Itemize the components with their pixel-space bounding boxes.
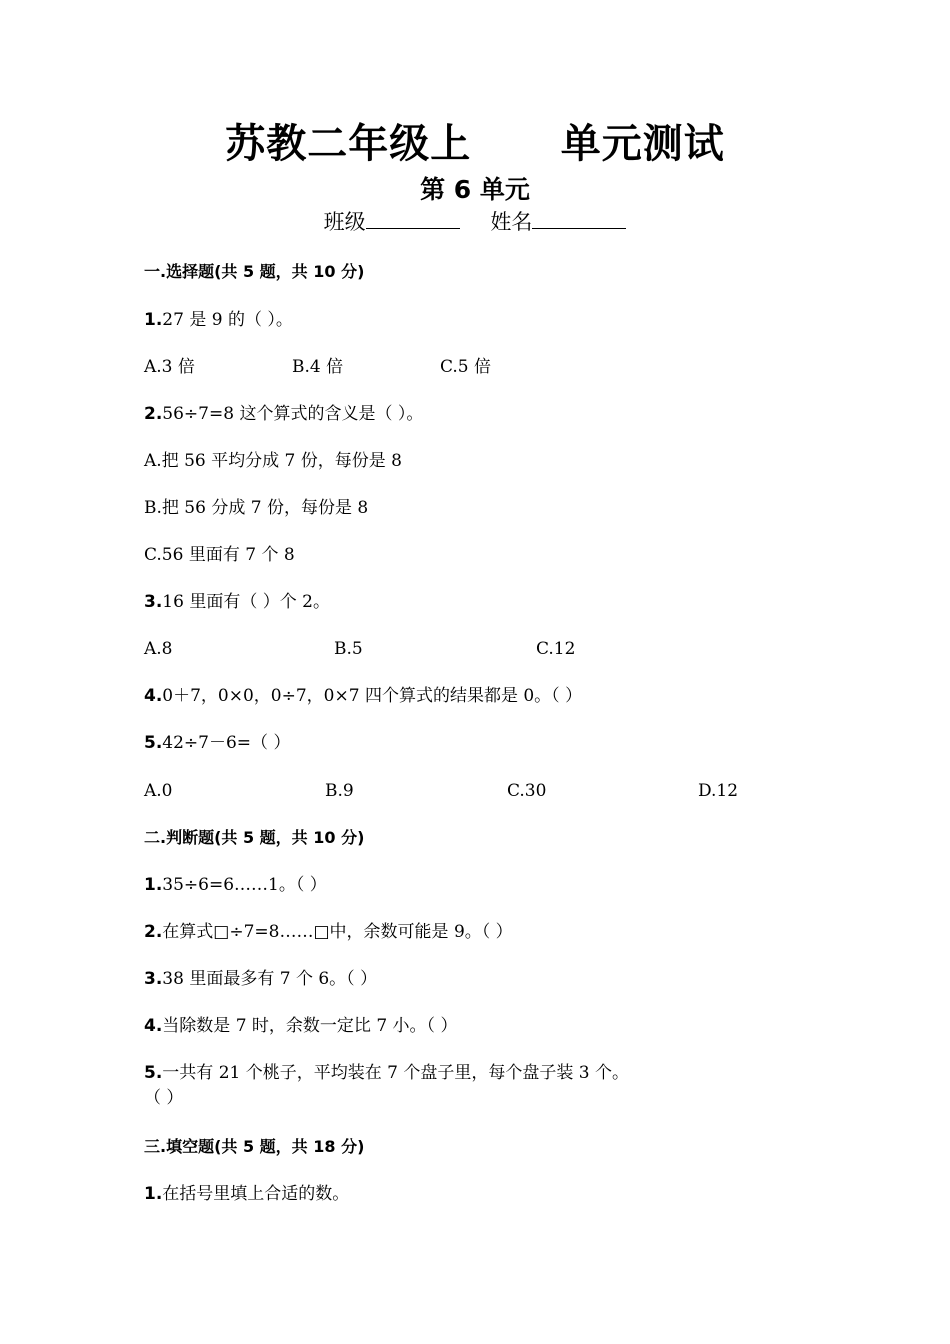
question: [144, 1061, 644, 1111]
question-text: 在括号里填上合适的数。: [162, 1184, 350, 1204]
question-number: 2.: [144, 404, 163, 424]
question-number: 5.: [144, 733, 163, 753]
question-text: 38 里面最多有 7 个 6。（ ）: [162, 969, 378, 989]
unit-subtitle: 第 6 单元: [420, 175, 530, 204]
page-title: 苏教二年级上 单元测试: [225, 121, 725, 167]
option[interactable]: B.5: [334, 639, 363, 659]
question-text: 一共有 21 个桃子，平均装在 7 个盘子里，每个盘子装 3 个。 （ ）: [144, 1063, 629, 1108]
question-number: 5.: [144, 1063, 163, 1083]
question-text: 42÷7－6=（ ）: [162, 733, 291, 753]
options-row: [144, 778, 844, 804]
question-text: 在算式□÷7=8……□中，余数可能是 9。（ ）: [162, 922, 513, 942]
question-text: 27 是 9 的（ ）。: [162, 310, 293, 330]
option[interactable]: C.5 倍: [440, 357, 492, 377]
question-number: 1.: [144, 1184, 163, 1204]
options-row: [144, 636, 844, 662]
question: [144, 730, 290, 756]
section-heading: 三.填空题(共 5 题，共 18 分): [144, 1137, 365, 1156]
name-label: 姓名: [490, 210, 533, 234]
question-number: 3.: [144, 592, 163, 612]
option[interactable]: C.30: [507, 781, 547, 801]
name-field[interactable]: [490, 206, 626, 236]
student-info-row: [0, 206, 950, 236]
option[interactable]: A.8: [144, 639, 173, 659]
question-number: 4.: [144, 686, 163, 706]
class-field[interactable]: [324, 206, 460, 236]
question-text: 35÷6=6……1。（ ）: [162, 875, 327, 895]
question-number: 2.: [144, 922, 163, 942]
question-number: 3.: [144, 969, 163, 989]
class-label: 班级: [323, 210, 366, 234]
name-blank[interactable]: [532, 210, 626, 229]
question: [144, 1181, 349, 1207]
section-heading: 一.选择题(共 5 题，共 10 分): [144, 262, 365, 281]
option[interactable]: C.12: [536, 639, 576, 659]
option[interactable]: B.把 56 分成 7 份，每份是 8: [144, 498, 369, 518]
question: [144, 683, 582, 709]
class-blank[interactable]: [366, 210, 460, 229]
question: [144, 872, 327, 898]
question-text: 当除数是 7 时，余数一定比 7 小。（ ）: [162, 1016, 458, 1036]
question: [144, 401, 423, 427]
question-text: 0＋7，0×0，0÷7，0×7 四个算式的结果都是 0。（ ）: [162, 686, 583, 706]
section-heading: 二.判断题(共 5 题，共 10 分): [144, 828, 365, 847]
question-number: 1.: [144, 875, 163, 895]
question-text: 56÷7=8 这个算式的含义是（ ）。: [162, 404, 424, 424]
option[interactable]: A.3 倍: [144, 357, 195, 377]
question: [144, 919, 513, 945]
question-text: 16 里面有（ ）个 2。: [162, 592, 330, 612]
option[interactable]: D.12: [698, 781, 739, 801]
option[interactable]: B.9: [325, 781, 354, 801]
question: [144, 589, 330, 615]
question-number: 4.: [144, 1016, 163, 1036]
question-number: 1.: [144, 310, 163, 330]
question: [144, 966, 377, 992]
options-row: [144, 354, 844, 380]
option[interactable]: B.4 倍: [292, 357, 344, 377]
question: [144, 307, 293, 333]
option[interactable]: A.把 56 平均分成 7 份，每份是 8: [144, 451, 402, 471]
option[interactable]: A.0: [144, 781, 173, 801]
option[interactable]: C.56 里面有 7 个 8: [144, 545, 295, 565]
question: [144, 1013, 457, 1039]
